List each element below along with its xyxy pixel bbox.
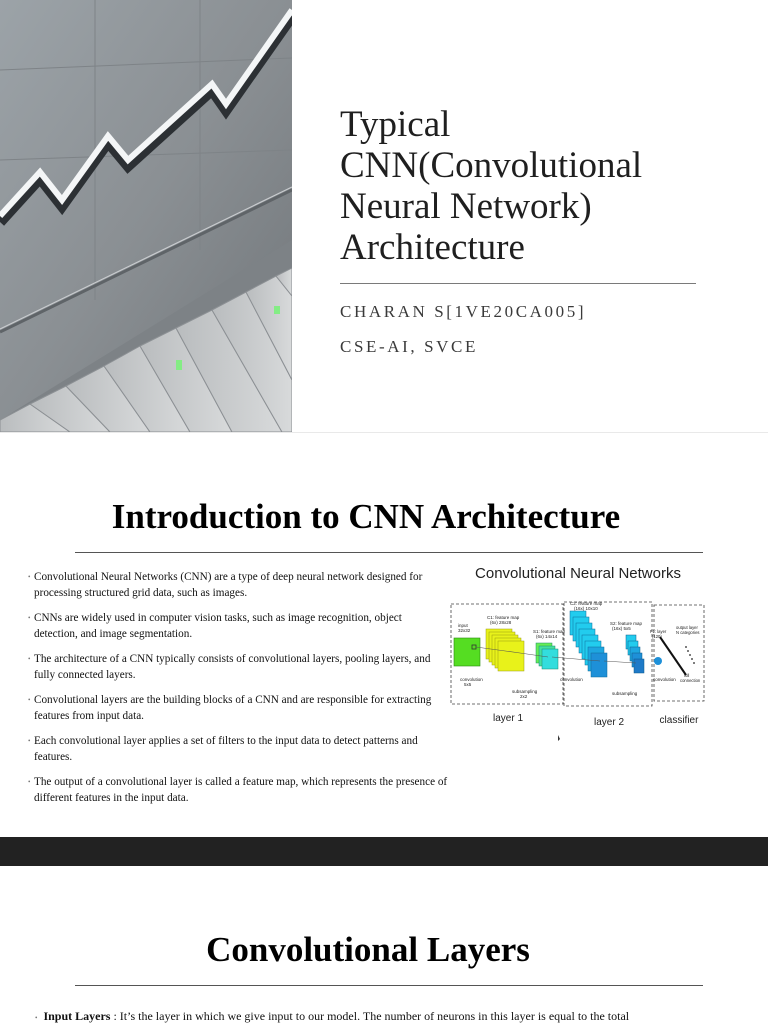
s2-label: S2: feature map [610, 621, 643, 626]
bullet-text: Each convolutional layer applies a set of filters to the input data to detect patterns and features. [34, 735, 418, 763]
bullet-bold: Input Layers [43, 1009, 111, 1023]
sub2-label: subsampling [612, 691, 638, 696]
c2-stack [570, 611, 607, 677]
stairs-graph-image [0, 0, 292, 432]
slide-separator-band [0, 837, 768, 866]
full-connection-line [660, 637, 686, 675]
svg-text:32x32: 32x32 [458, 628, 471, 633]
cnn-diagram [450, 557, 706, 753]
c1-label: C1: feature map [487, 615, 520, 620]
presentation-title: Typical CNN(Convolutional Neural Network) Architecture [340, 104, 643, 268]
layer1-label: layer 1 [492, 713, 524, 724]
layer2-label: layer 2 [593, 717, 625, 728]
bullet-icon: • [28, 778, 31, 786]
svg-text:(16x) 5x5: (16x) 5x5 [612, 626, 631, 631]
svg-text:(120): (120) [652, 634, 662, 639]
svg-text:2x2: 2x2 [520, 694, 528, 699]
bullet-item [28, 611, 448, 642]
bullet-item [35, 1009, 735, 1024]
title-divider [340, 283, 696, 284]
bullet-item [28, 693, 448, 724]
bullet-icon: • [28, 737, 31, 745]
f1-node [654, 657, 662, 665]
bullet-text: Convolutional layers are the building blocks of a CNN and are responsible for extracting features from input data. [34, 694, 432, 722]
f1-label: F1: layer [650, 629, 667, 634]
svg-text:connection: connection [680, 678, 701, 683]
c1-stack [486, 629, 524, 671]
bullet-text: Convolutional Neural Networks (CNN) are a type of deep neural network designed for processing structured grid data, such as images. [34, 571, 423, 599]
bullet-item [28, 775, 448, 806]
input-label: input [458, 623, 468, 628]
svg-text:N categories: N categories [676, 630, 700, 635]
classifier-label: classifier [659, 715, 699, 726]
conv-layers-slide [0, 866, 768, 1024]
bullet-text: : It’s the layer in which we give input to our model. The number of neurons in this layer is equal to the total [110, 1009, 630, 1023]
c2-label: C2: feature map [570, 601, 603, 606]
bullet-icon: • [28, 696, 31, 704]
bullet-item [28, 570, 448, 601]
bullet-text: The architecture of a CNN typically consists of convolutional layers, pooling layers, and fully connected layers. [34, 653, 431, 681]
conv2-label: convolution [560, 677, 583, 682]
s1-label: S1: feature map [533, 629, 566, 634]
title-divider [75, 985, 703, 986]
input-map [454, 638, 480, 666]
output-label: output layer [676, 625, 698, 630]
author-affiliation: CSE-AI, SVCE [340, 337, 478, 356]
svg-text:5x5: 5x5 [464, 682, 472, 687]
bullet-list [28, 570, 448, 816]
svg-text:(6x) 14x14: (6x) 14x14 [536, 634, 558, 639]
s2-stack [626, 635, 644, 673]
svg-text:(16x) 10x10: (16x) 10x10 [574, 606, 598, 611]
bullet-icon: • [35, 1014, 38, 1022]
bullet-text: The output of a convolutional layer is called a feature map, which represents the presence of different features in the input data. [34, 776, 448, 804]
bullet-item [28, 652, 448, 683]
stairs-graph-photo [0, 0, 292, 432]
bullet-icon: • [28, 573, 31, 581]
conv3-label: convolution [653, 677, 676, 682]
bullet-item [28, 734, 448, 765]
sub1-label: subsampling [512, 689, 538, 694]
intro-slide [0, 433, 768, 837]
full-label: full [684, 673, 690, 678]
slide-title: Introduction to CNN Architecture [111, 497, 621, 536]
slide-title: Convolutional Layers [206, 930, 530, 969]
bullet-text: CNNs are widely used in computer vision tasks, such as image recognition, object detection, and image segmentation. [34, 612, 402, 640]
cursor-icon [558, 735, 560, 741]
bullet-icon: • [28, 614, 31, 622]
svg-text:(6x) 28x28: (6x) 28x28 [490, 620, 512, 625]
diagram-title: Convolutional Neural Networks [475, 565, 681, 582]
title-slide [0, 0, 768, 432]
output-dots [685, 646, 695, 664]
bullet-icon: • [28, 655, 31, 663]
author-name: CHARAN S[1VE20CA005] [340, 302, 587, 321]
conv1-label: convolution [460, 677, 483, 682]
classifier-frame [654, 605, 704, 701]
title-divider [75, 552, 703, 553]
